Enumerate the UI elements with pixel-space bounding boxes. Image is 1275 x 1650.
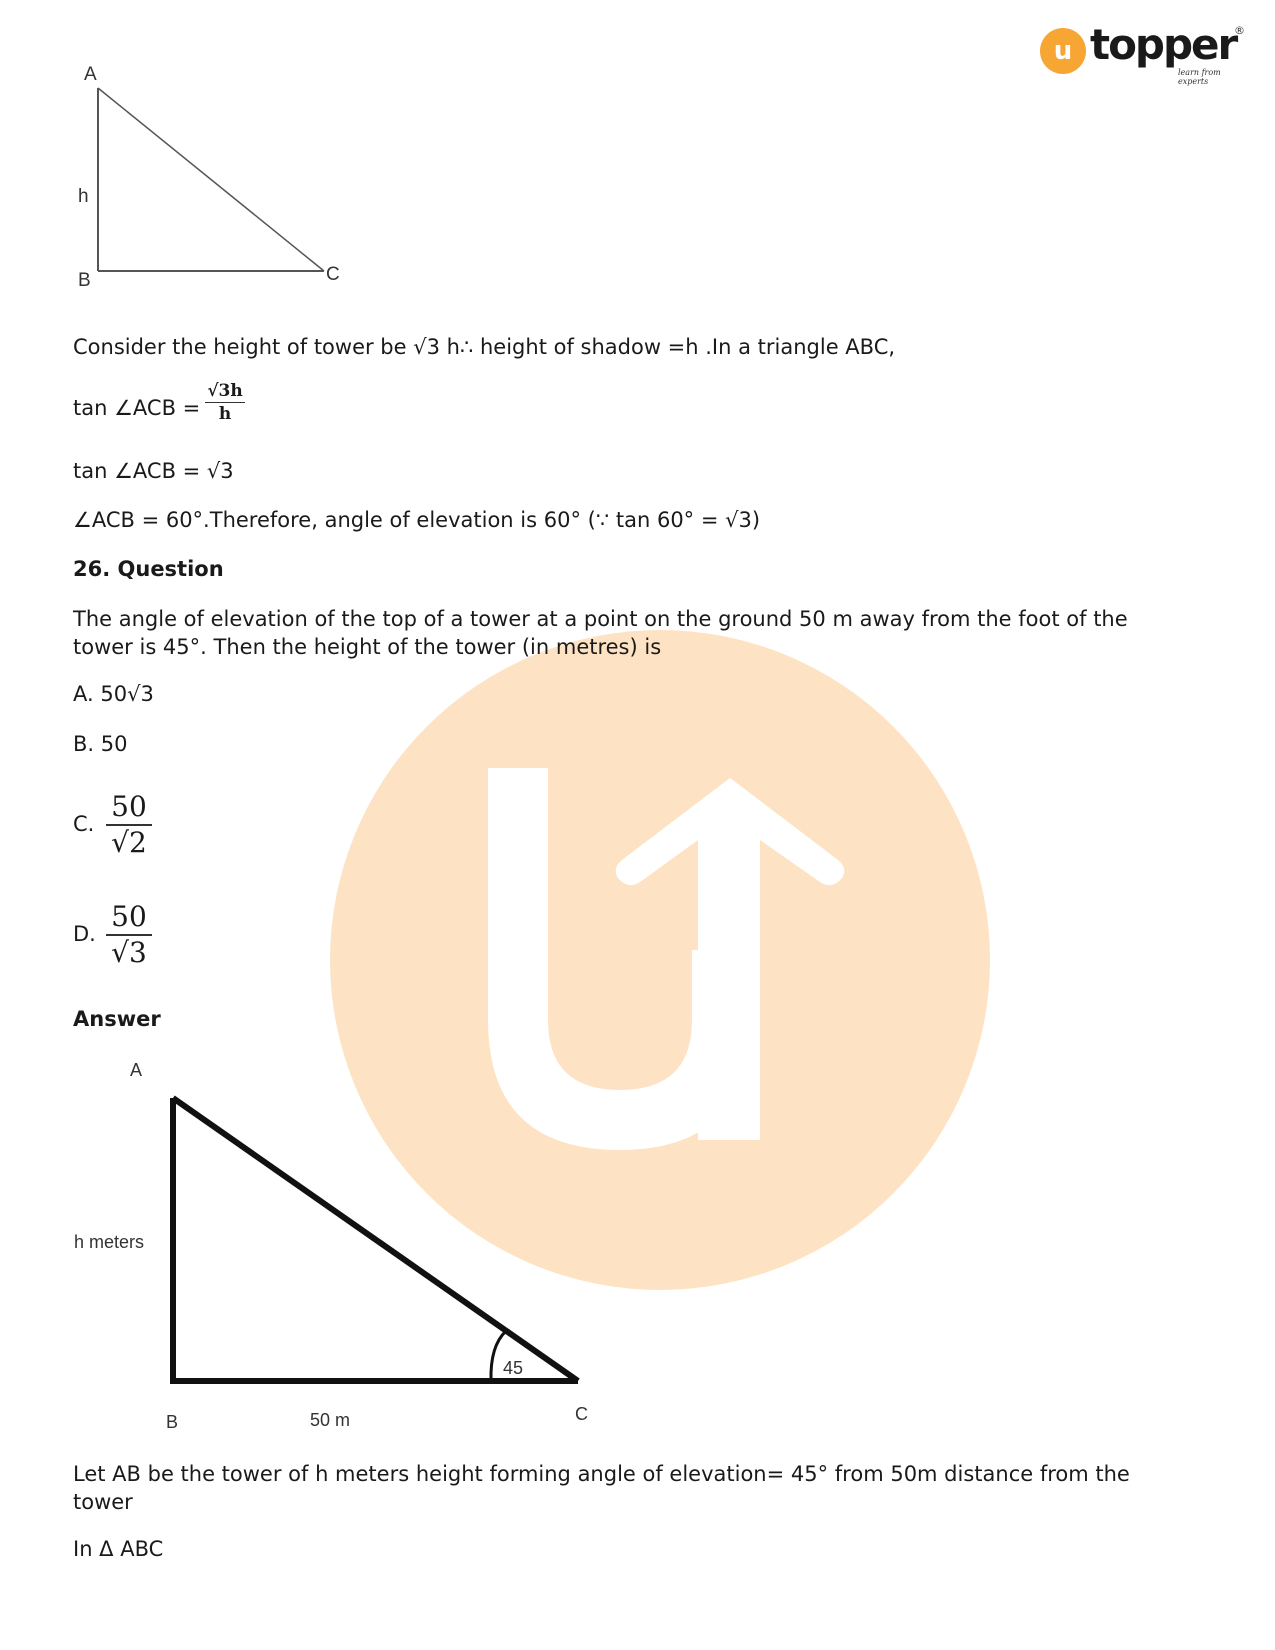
logo-brand: topper [1090, 20, 1237, 69]
vertex-c-label: C [326, 264, 340, 285]
hypotenuse-ac [173, 1098, 578, 1381]
option-b: B. 50 [73, 732, 128, 756]
solution-line-3: tan ∠ACB = √3 [73, 459, 234, 483]
option-d-label: D. [73, 922, 96, 946]
solution-line-4: ∠ACB = 60°.Therefore, angle of elevation is 60° (∵ tan 60° = √3) [73, 508, 761, 532]
option-d-fraction [106, 900, 152, 970]
vertex-a-label: A [130, 1060, 143, 1080]
option-a: A. 50√3 [73, 682, 154, 706]
angle-label: 45 [503, 1358, 524, 1378]
solution26-line-1: Let AB be the tower of h meters height forming angle of elevation= 45° from 50m distance from the tower [73, 1462, 1130, 1514]
triangle-diagram-2 [70, 1050, 610, 1430]
logo-initial: u [1053, 36, 1073, 66]
vertex-c-label: C [575, 1404, 588, 1424]
tan-fraction-denominator: h [218, 404, 232, 424]
option-c-label: C. [73, 812, 95, 836]
side-ac [98, 88, 324, 271]
question-heading: 26. Question [73, 557, 224, 581]
side-h-label: h [78, 186, 89, 207]
logo-tagline: learn from experts [1178, 68, 1221, 86]
option-d-denominator: √3 [111, 935, 147, 969]
vertex-b-label: B [78, 270, 91, 291]
option-c-denominator: √2 [111, 825, 147, 859]
solution26-line-2: In Δ ABC [73, 1537, 164, 1561]
question-text: The angle of elevation of the top of a tower at a point on the ground 50 m away from the foot of the tower is 45°. Then the height of the tower (in metres) is [73, 607, 1128, 659]
height-label: h meters [74, 1232, 145, 1252]
triangle-diagram-1 [70, 60, 370, 300]
base-label: 50 m [310, 1410, 351, 1430]
tan-equation-prefix: tan ∠ACB = [73, 396, 201, 420]
option-d-numerator: 50 [111, 900, 147, 933]
solution-line-1: Consider the height of tower be √3 h∴ height of shadow =h .In a triangle ABC, [73, 335, 896, 359]
option-c-numerator: 50 [111, 790, 147, 823]
logo-registered: ® [1234, 24, 1245, 37]
option-c-fraction [106, 790, 152, 860]
answer-heading: Answer [73, 1007, 161, 1031]
tan-fraction [205, 380, 245, 425]
topper-logo [1040, 20, 1250, 88]
vertex-a-label: A [84, 64, 97, 85]
vertex-b-label: B [166, 1412, 179, 1430]
tan-fraction-numerator: √3h [207, 381, 243, 401]
